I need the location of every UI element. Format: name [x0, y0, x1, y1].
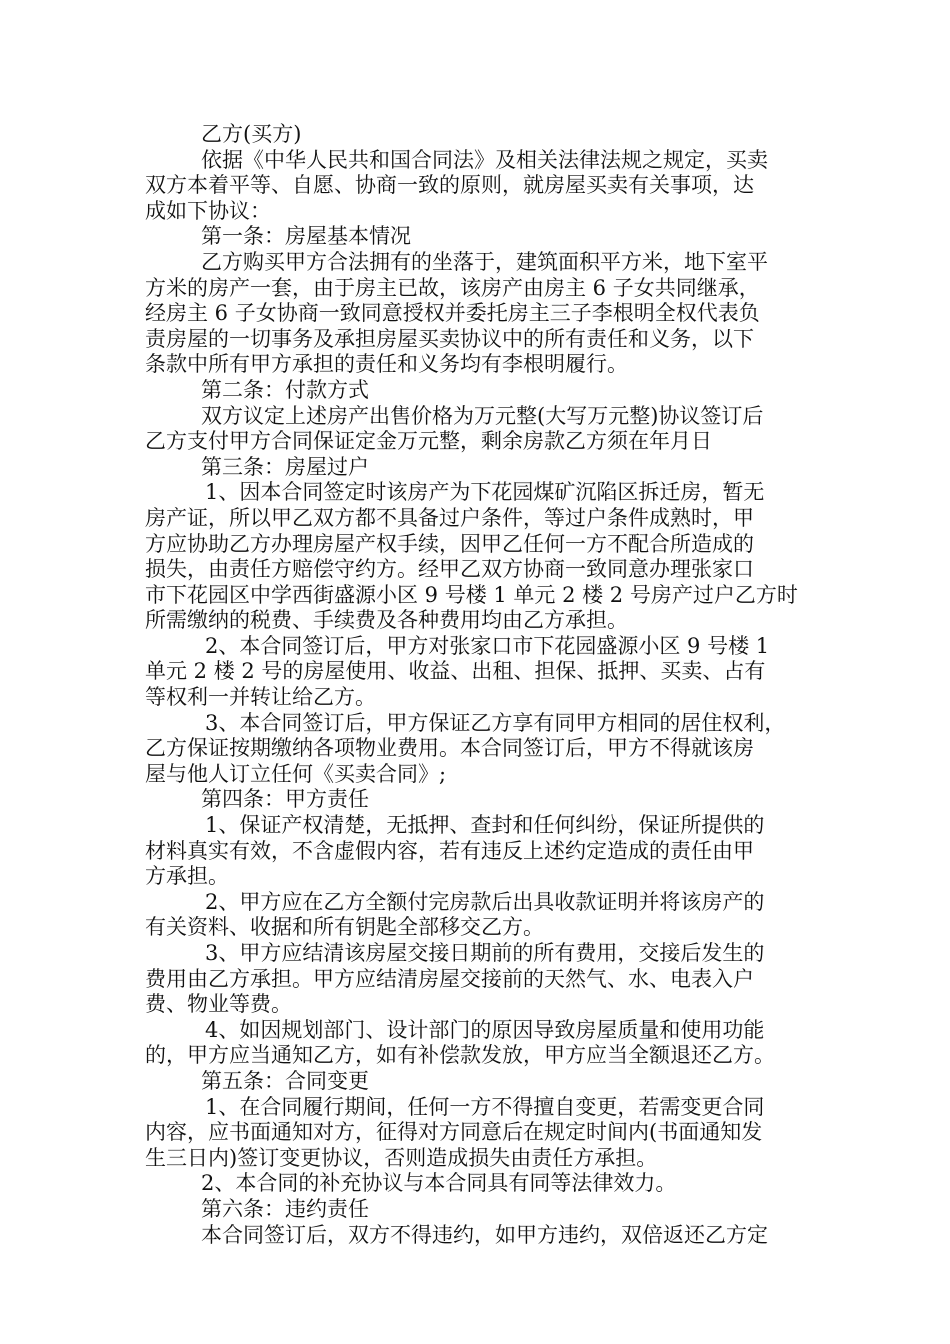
document-line: 乙方购买甲方合法拥有的坐落于，建筑面积平方米，地下室平: [201, 249, 768, 274]
document-line: 费用由乙方承担。甲方应结清房屋交接前的天然气、水、电表入户: [145, 966, 754, 991]
document-line: 乙方(买方): [201, 122, 302, 146]
document-line: 依据《中华人民共和国合同法》及相关法律法规之规定，买卖: [201, 147, 768, 172]
document-line: 经房主 6 子女协商一致同意授权并委托房主三子李根明全权代表负: [145, 301, 760, 326]
document-line: 第四条：甲方责任: [201, 787, 369, 812]
document-line: 第二条：付款方式: [201, 377, 369, 402]
document-line: 等权利一并转让给乙方。: [145, 685, 376, 710]
document-line: 双方议定上述房产出售价格为万元整(大写万元整)协议签订后: [201, 403, 764, 428]
document-line: 乙方支付甲方合同保证定金万元整，剩余房款乙方须在年月日: [145, 429, 712, 454]
document-line: 第一条：房屋基本情况: [201, 224, 411, 249]
document-line: 2、甲方应在乙方全额付完房款后出具收款证明并将该房产的: [205, 889, 765, 914]
document-line: 单元 2 楼 2 号的房屋使用、收益、出租、担保、抵押、买卖、占有: [145, 659, 766, 684]
document-line: 1、保证产权清楚，无抵押、查封和任何纠纷，保证所提供的: [205, 813, 765, 838]
document-line: 成如下协议：: [145, 198, 271, 223]
document-line: 有关资料、收据和所有钥匙全部移交乙方。: [145, 915, 544, 940]
document-line: 1、因本合同签定时该房产为下花园煤矿沉陷区拆迁房，暂无: [205, 480, 765, 505]
document-line: 双方本着平等、自愿、协商一致的原则，就房屋买卖有关事项，达: [145, 173, 754, 198]
contract-document: [145, 122, 815, 1248]
document-line: 损失，由责任方赔偿守约方。经甲乙双方协商一致同意办理张家口: [145, 557, 754, 582]
document-line: 3、甲方应结清该房屋交接日期前的所有费用，交接后发生的: [205, 941, 765, 965]
document-line: 第三条：房屋过户: [201, 454, 369, 479]
document-line: 2、本合同签订后，甲方对张家口市下花园盛源小区 9 号楼 1: [205, 633, 770, 658]
document-line: 第六条：违约责任: [201, 1196, 369, 1221]
document-line: 1、在合同履行期间，任何一方不得擅自变更，若需变更合同: [205, 1094, 765, 1119]
document-line: 责房屋的一切事务及承担房屋买卖协议中的所有责任和义务，以下: [145, 326, 754, 351]
document-line: 屋与他人订立任何《买卖合同》;: [145, 761, 447, 786]
document-line: 本合同签订后，双方不得违约，如甲方违约，双倍返还乙方定: [201, 1222, 768, 1247]
document-line: 材料真实有效，不含虚假内容，若有违反上述约定造成的责任由甲: [145, 838, 754, 863]
document-line: 费、物业等费。: [145, 992, 292, 1017]
document-line: 乙方保证按期缴纳各项物业费用。本合同签订后，甲方不得就该房: [145, 736, 754, 761]
document-line: 市下花园区中学西街盛源小区 9 号楼 1 单元 2 楼 2 号房产过户乙方时: [145, 582, 798, 607]
document-line: 内容，应书面通知对方，征得对方同意后在规定时间内(书面通知发: [145, 1120, 763, 1145]
document-line: 的，甲方应当通知乙方，如有补偿款发放，甲方应当全额退还乙方。: [145, 1043, 775, 1068]
document-line: 3、本合同签订后，甲方保证乙方享有同甲方相同的居住权利，: [205, 710, 786, 735]
document-line: 2、本合同的补充协议与本合同具有同等法律效力。: [201, 1171, 677, 1196]
document-line: 条款中所有甲方承担的责任和义务均有李根明履行。: [145, 352, 628, 377]
document-line: 所需缴纳的税费、手续费及各种费用均由乙方承担。: [145, 608, 628, 633]
document-line: 生三日内)签订变更协议，否则造成损失由责任方承担。: [145, 1145, 658, 1170]
document-line: 第五条：合同变更: [201, 1068, 369, 1093]
document-line: 方承担。: [145, 864, 229, 889]
document-line: 方米的房产一套，由于房主已故，该房产由房主 6 子女共同继承，: [145, 275, 760, 300]
document-line: 方应协助乙方办理房屋产权手续，因甲乙任何一方不配合所造成的: [145, 531, 754, 556]
document-line: 房产证，所以甲乙双方都不具备过户条件，等过户条件成熟时，甲: [145, 505, 754, 530]
document-line: 4、如因规划部门、设计部门的原因导致房屋质量和使用功能: [205, 1017, 765, 1042]
